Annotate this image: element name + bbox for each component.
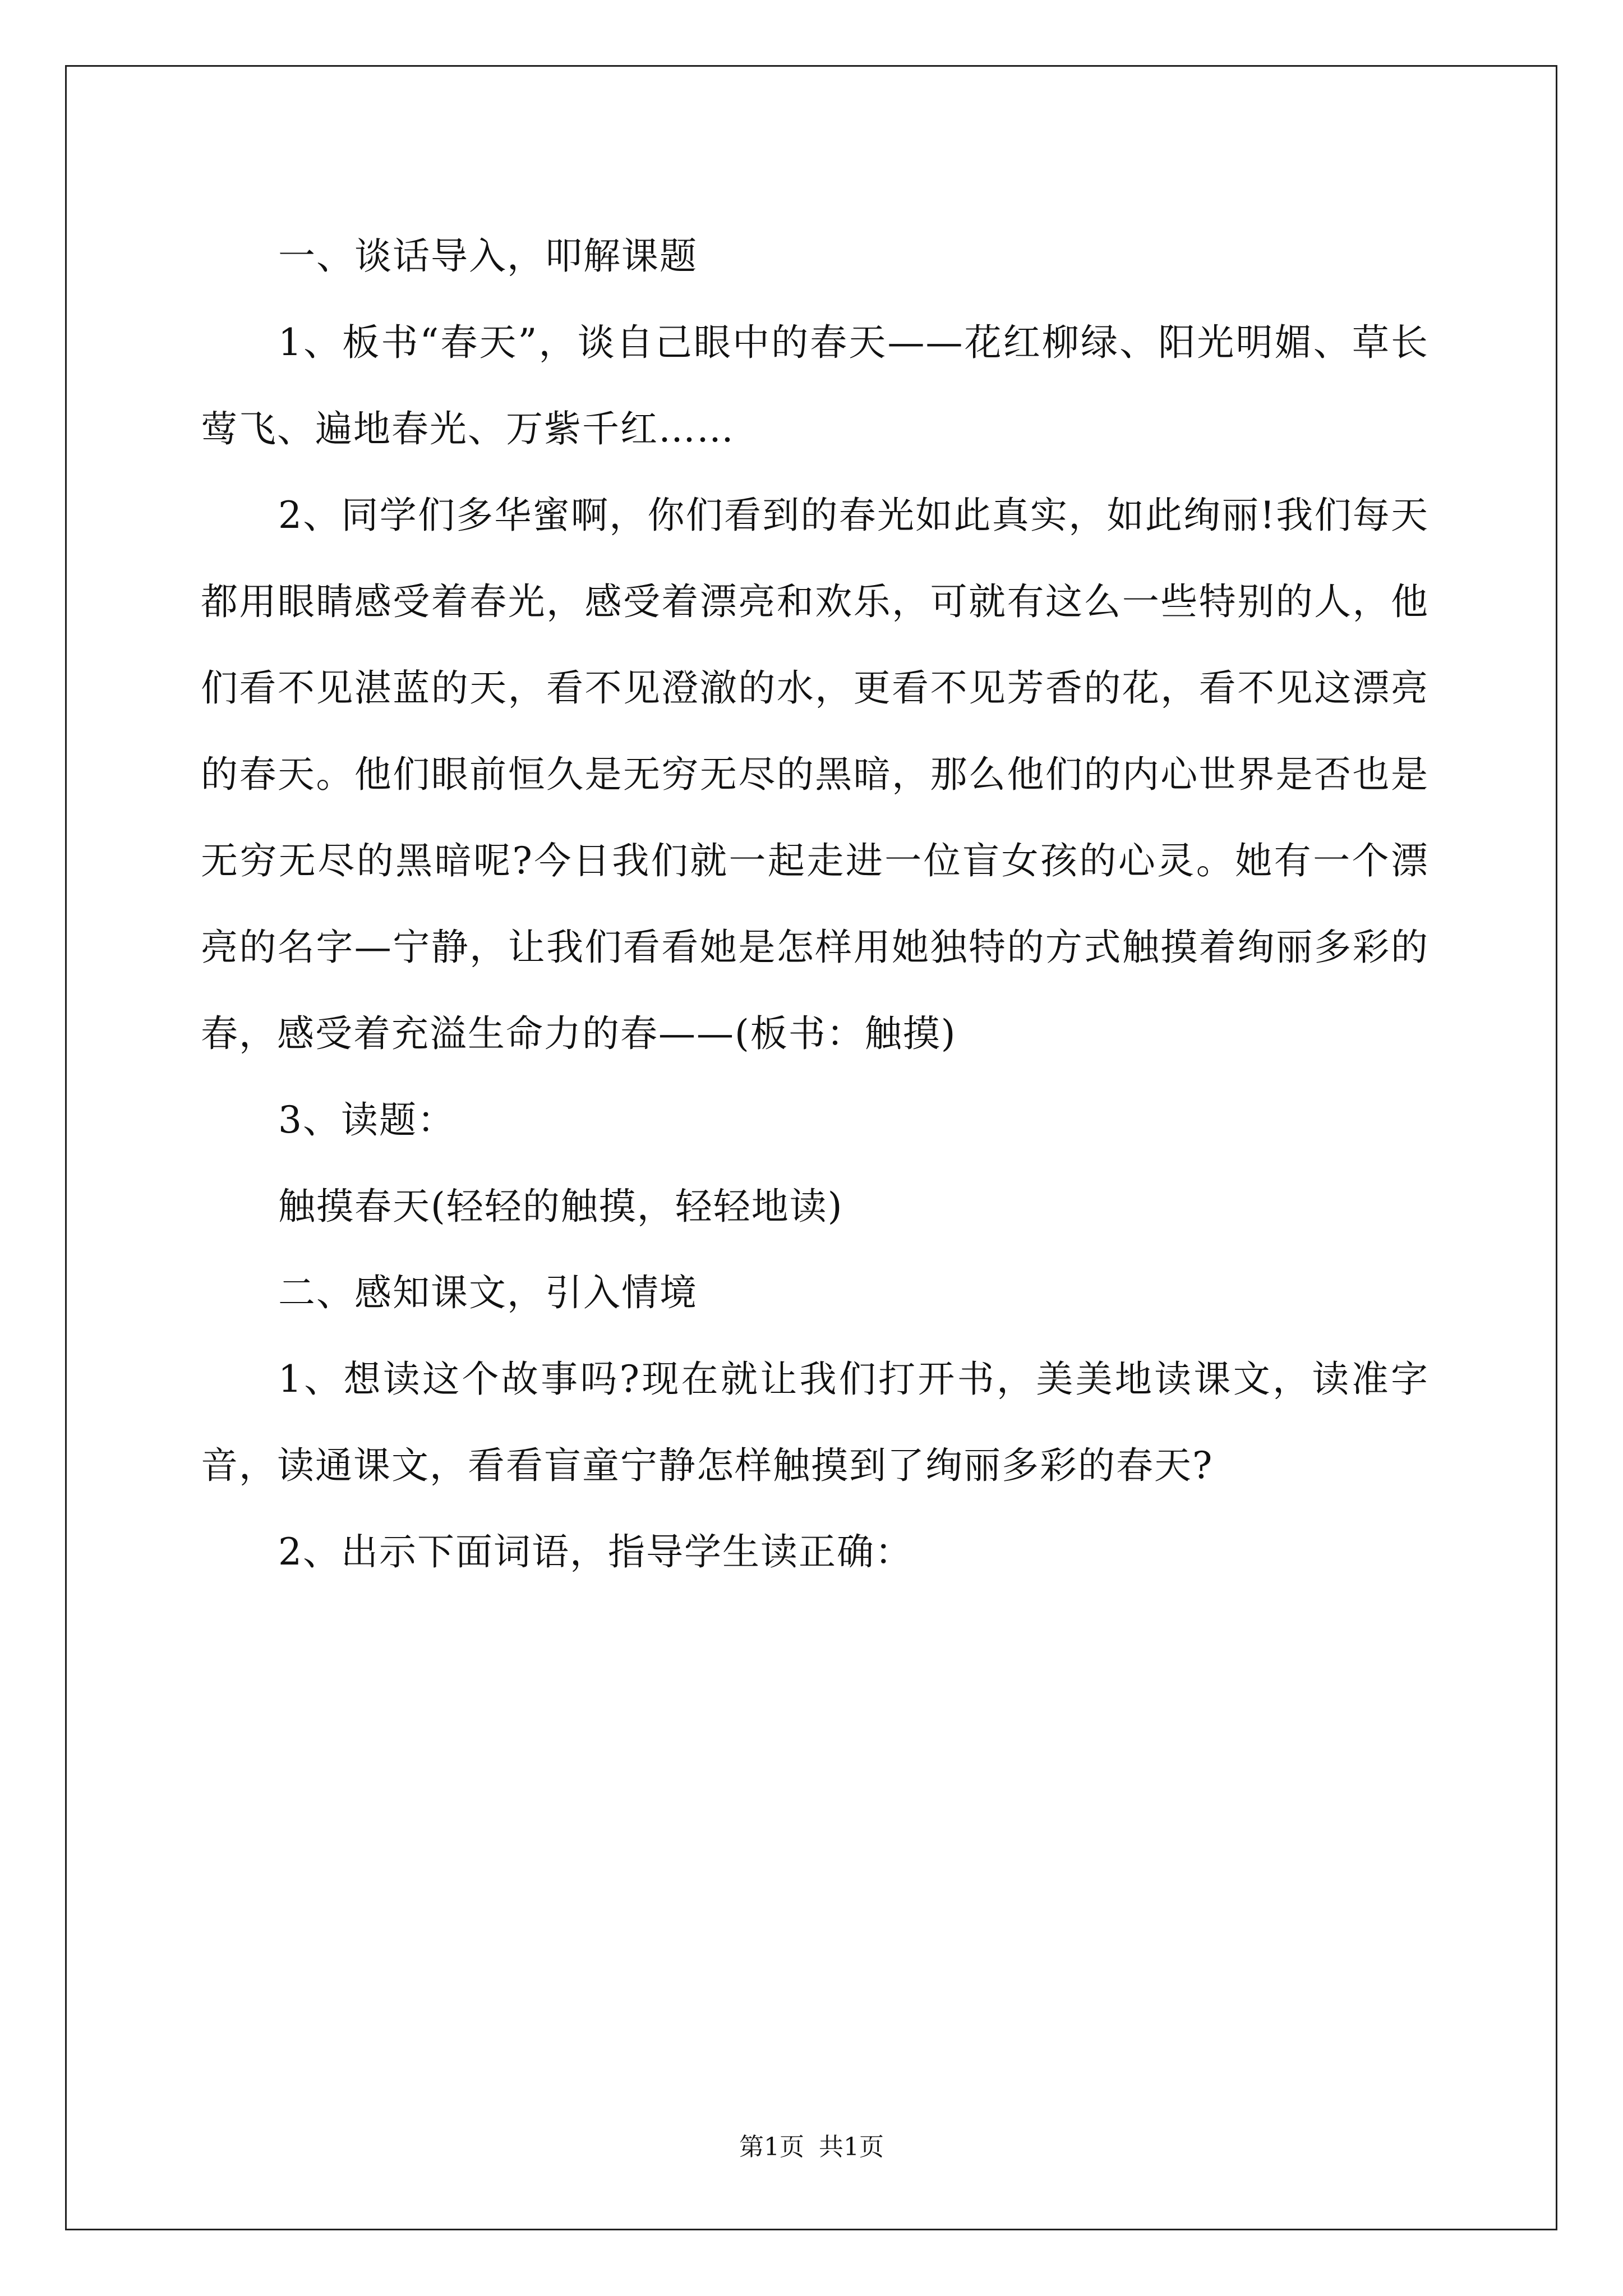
page-footer: [0, 2131, 1623, 2164]
document-body: [201, 213, 1429, 1595]
page-total: 共1页: [819, 2133, 884, 2161]
paragraph: 1、板书“春天”，谈自己眼中的春天——花红柳绿、阳光明媚、草长莺飞、遍地春光、万紫千红……: [201, 321, 1429, 450]
paragraph: 触摸春天(轻轻的触摸，轻轻地读): [278, 1185, 843, 1228]
paragraph: 3、读题：: [278, 1098, 455, 1142]
section-heading: 二、感知课文，引入情境: [278, 1271, 698, 1314]
page-number: 第1页: [739, 2133, 804, 2161]
paragraph: 1、想读这个故事吗?现在就让我们打开书，美美地读课文，读准字音，读通课文，看看盲童宁静怎样触摸到了绚丽多彩的春天?: [201, 1358, 1429, 1487]
paragraph: 2、出示下面词语，指导学生读正确：: [278, 1530, 913, 1573]
section-heading: 一、谈话导入，叩解课题: [278, 234, 698, 278]
paragraph: 2、同学们多华蜜啊，你们看到的春光如此真实，如此绚丽!我们每天都用眼睛感受着春光，感受着漂亮和欢乐，可就有这么一些特别的人，他们看不见湛蓝的天，看不见澄澈的水，更看不见芳香的花，看不见这漂亮的春天。他们眼前恒久是无穷无尽的黑暗，那么他们的内心世界是否也是无穷无尽的黑暗呢?今日我们就一起走进一位盲女孩的心灵。她有一个漂亮的名字—宁静，让我们看看她是怎样用她独特的方式触摸着绚丽多彩的春，感受着充溢生命力的春——(板书：触摸): [201, 494, 1429, 1055]
